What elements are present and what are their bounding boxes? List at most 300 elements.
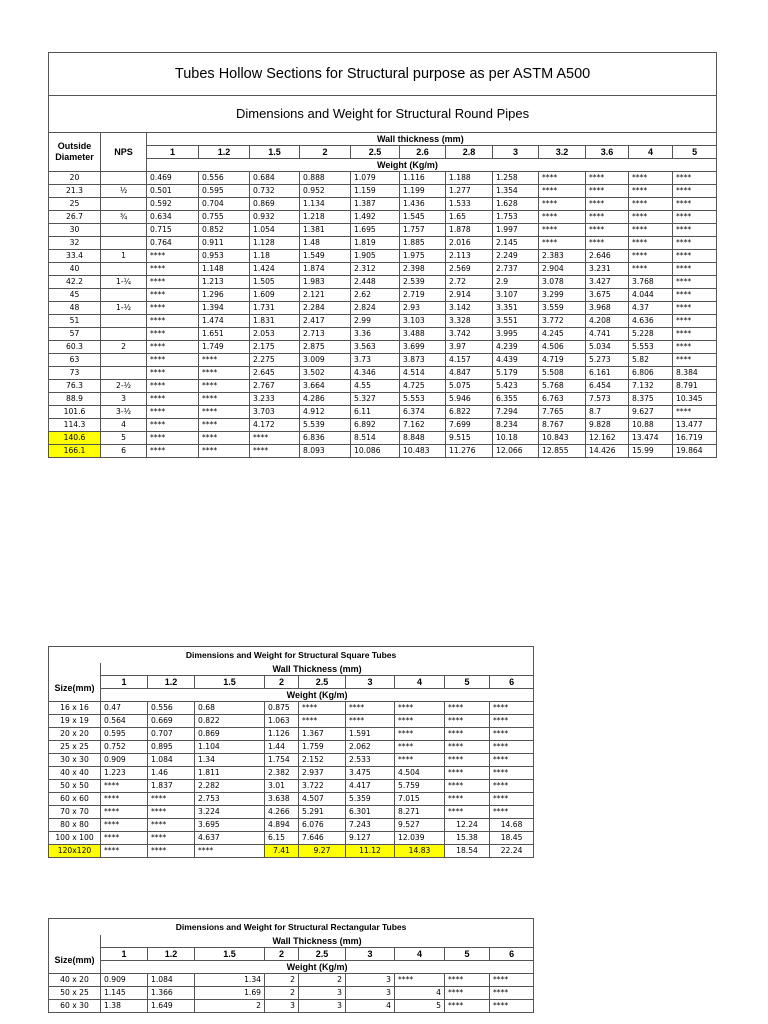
table-row [49, 702, 534, 715]
weight-cell: 5.228 [629, 328, 673, 341]
weight-cell: **** [673, 276, 717, 289]
weight-cell: 2.533 [346, 754, 395, 767]
weight-cell: 5.553 [400, 393, 446, 406]
weight-cell: 4.506 [539, 341, 586, 354]
weight-cell: **** [490, 728, 534, 741]
weight-cell: 3.231 [586, 263, 629, 276]
weight-cell: 1.628 [493, 198, 539, 211]
square-wall-header: Wall Thickness (mm) [101, 663, 534, 676]
weight-cell: 1.609 [250, 289, 300, 302]
weight-cell: 3.664 [300, 380, 351, 393]
weight-cell: 1.387 [351, 198, 400, 211]
outside-diameter-cell: 101.6 [49, 406, 101, 419]
weight-cell: 1.69 [195, 987, 265, 1000]
weight-cell: 6.374 [400, 406, 446, 419]
table-row [49, 974, 534, 987]
weight-cell: 2.713 [300, 328, 351, 341]
weight-cell: 3.351 [493, 302, 539, 315]
weight-cell: 4.55 [351, 380, 400, 393]
weight-cell: 0.852 [199, 224, 250, 237]
weight-cell: 4.37 [629, 302, 673, 315]
weight-cell: 2.767 [250, 380, 300, 393]
weight-cell: 3.873 [400, 354, 446, 367]
table-row [49, 224, 717, 237]
rect-title: Dimensions and Weight for Structural Rectangular Tubes [49, 919, 534, 936]
thickness-header-5: 2.6 [400, 146, 446, 159]
outside-diameter-cell: 25 [49, 198, 101, 211]
weight-cell: **** [195, 845, 265, 858]
weight-cell: **** [445, 974, 490, 987]
weight-cell: **** [147, 367, 199, 380]
weight-cell: 1.474 [199, 315, 250, 328]
weight-cell: **** [539, 198, 586, 211]
outside-diameter-cell: 42.2 [49, 276, 101, 289]
weight-cell: 2.284 [300, 302, 351, 315]
weight-cell: 7.015 [395, 793, 445, 806]
weight-cell: 1.188 [446, 172, 493, 185]
weight-cell: 0.888 [300, 172, 351, 185]
table-row [49, 445, 717, 458]
outside-diameter-cell: 32 [49, 237, 101, 250]
size-cell: 60 x 30 [49, 1000, 101, 1013]
weight-cell: 2.62 [351, 289, 400, 302]
weight-cell: 4.172 [250, 419, 300, 432]
outside-diameter-cell: 57 [49, 328, 101, 341]
weight-cell: 1.997 [493, 224, 539, 237]
weight-cell: 3.224 [195, 806, 265, 819]
weight-cell: 3.73 [351, 354, 400, 367]
weight-cell: 0.707 [148, 728, 195, 741]
table-row [49, 263, 717, 276]
weight-cell: **** [586, 185, 629, 198]
weight-cell: 0.732 [250, 185, 300, 198]
weight-cell: **** [586, 224, 629, 237]
weight-cell: 0.68 [195, 702, 265, 715]
weight-cell: 4 [395, 987, 445, 1000]
weight-cell: 4.847 [446, 367, 493, 380]
weight-cell: 3.427 [586, 276, 629, 289]
weight-cell: 8.767 [539, 419, 586, 432]
weight-cell: 4.439 [493, 354, 539, 367]
weight-cell: 13.477 [673, 419, 717, 432]
weight-cell: 1.549 [300, 250, 351, 263]
thickness-header-2: 1.5 [250, 146, 300, 159]
weight-cell: **** [490, 793, 534, 806]
weight-cell: 3 [265, 1000, 299, 1013]
table-row [49, 198, 717, 211]
weight-cell: 1.46 [148, 767, 195, 780]
weight-cell: 8.514 [351, 432, 400, 445]
weight-cell: 1.116 [400, 172, 446, 185]
table-row [49, 393, 717, 406]
rect-tubes-table [48, 918, 534, 1013]
weight-cell: 4.245 [539, 328, 586, 341]
weight-cell: **** [445, 793, 490, 806]
weight-cell: 1.878 [446, 224, 493, 237]
square-thickness-header-5: 3 [346, 676, 395, 689]
weight-cell: **** [673, 406, 717, 419]
weight-cell: 8.791 [673, 380, 717, 393]
weight-cell: 3.995 [493, 328, 539, 341]
thickness-header-0: 1 [147, 146, 199, 159]
weight-cell: 11.276 [446, 445, 493, 458]
table-row [49, 806, 534, 819]
weight-cell: 9.627 [629, 406, 673, 419]
weight-cell: **** [299, 715, 346, 728]
outside-diameter-cell: 76.3 [49, 380, 101, 393]
outside-diameter-cell: 48 [49, 302, 101, 315]
weight-cell: 5.327 [351, 393, 400, 406]
nps-header: NPS [101, 133, 147, 172]
weight-cell: 9.828 [586, 419, 629, 432]
weight-cell: **** [395, 702, 445, 715]
size-cell: 25 x 25 [49, 741, 101, 754]
rect-thickness-header-1: 1.2 [148, 948, 195, 961]
weight-cell: 3.078 [539, 276, 586, 289]
table-row [49, 185, 717, 198]
weight-cell: 3 [299, 1000, 346, 1013]
weight-cell: 0.932 [250, 211, 300, 224]
outside-diameter-cell: 140.6 [49, 432, 101, 445]
outside-diameter-cell: 166.1 [49, 445, 101, 458]
weight-cell: 18.54 [445, 845, 490, 858]
weight-cell: 2.875 [300, 341, 351, 354]
weight-cell: 10.086 [351, 445, 400, 458]
weight-cell: **** [101, 819, 148, 832]
thickness-header-8: 3.2 [539, 146, 586, 159]
weight-cell: **** [673, 172, 717, 185]
thickness-header-3: 2 [300, 146, 351, 159]
weight-cell: 1.213 [199, 276, 250, 289]
weight-cell: 9.27 [299, 845, 346, 858]
nps-cell: 4 [101, 419, 147, 432]
weight-cell: **** [101, 806, 148, 819]
weight-cell: 6.892 [351, 419, 400, 432]
weight-cell: 9.127 [346, 832, 395, 845]
weight-cell: 4.286 [300, 393, 351, 406]
weight-cell: 1.223 [101, 767, 148, 780]
weight-cell: 6.301 [346, 806, 395, 819]
weight-cell: 4.208 [586, 315, 629, 328]
weight-cell: 2.646 [586, 250, 629, 263]
square-thickness-header-2: 1.5 [195, 676, 265, 689]
weight-cell: 0.595 [199, 185, 250, 198]
rect-thickness-header-5: 3 [346, 948, 395, 961]
weight-cell: **** [490, 987, 534, 1000]
weight-cell: 2 [265, 974, 299, 987]
weight-cell: 1.084 [148, 754, 195, 767]
weight-cell: 14.83 [395, 845, 445, 858]
weight-cell: 7.162 [400, 419, 446, 432]
weight-cell: **** [299, 702, 346, 715]
weight-cell: **** [673, 237, 717, 250]
weight-cell: 3.772 [539, 315, 586, 328]
weight-cell: **** [539, 224, 586, 237]
outside-diameter-cell: 20 [49, 172, 101, 185]
weight-cell: 1.874 [300, 263, 351, 276]
weight-cell: 3.638 [265, 793, 299, 806]
weight-cell: **** [629, 185, 673, 198]
nps-cell: 2 [101, 341, 147, 354]
weight-cell: **** [539, 172, 586, 185]
weight-cell: 0.909 [101, 754, 148, 767]
weight-cell: 0.501 [147, 185, 199, 198]
weight-cell: 6.076 [299, 819, 346, 832]
weight-cell: 0.592 [147, 198, 199, 211]
weight-cell: 2.824 [351, 302, 400, 315]
weight-cell: 1.145 [101, 987, 148, 1000]
weight-cell: 1.492 [351, 211, 400, 224]
weight-cell: 5.82 [629, 354, 673, 367]
weight-cell: 3.107 [493, 289, 539, 302]
weight-cell: 1.367 [299, 728, 346, 741]
size-cell: 30 x 30 [49, 754, 101, 767]
table-row [49, 380, 717, 393]
weight-cell: **** [147, 315, 199, 328]
weight-cell: 1.757 [400, 224, 446, 237]
weight-cell: **** [147, 328, 199, 341]
weight-cell: 1.128 [250, 237, 300, 250]
weight-cell: **** [147, 289, 199, 302]
table-row [49, 289, 717, 302]
square-weight-header: Weight (Kg/m) [101, 689, 534, 702]
square-thickness-header-6: 4 [395, 676, 445, 689]
weight-cell: **** [148, 845, 195, 858]
weight-cell: 3.559 [539, 302, 586, 315]
weight-cell: 14.426 [586, 445, 629, 458]
weight-cell: 4.507 [299, 793, 346, 806]
table-row [49, 832, 534, 845]
weight-cell: 4.514 [400, 367, 446, 380]
weight-cell: 0.911 [199, 237, 250, 250]
weight-cell: **** [629, 237, 673, 250]
weight-cell: 11.12 [346, 845, 395, 858]
weight-cell: 13.474 [629, 432, 673, 445]
size-cell: 40 x 40 [49, 767, 101, 780]
weight-cell: 1.424 [250, 263, 300, 276]
weight-cell: 1.819 [351, 237, 400, 250]
round-subtitle: Dimensions and Weight for Structural Round Pipes [49, 96, 717, 133]
weight-cell: 3.01 [265, 780, 299, 793]
weight-cell: 0.952 [300, 185, 351, 198]
weight-cell: 5 [395, 1000, 445, 1013]
weight-cell: **** [445, 728, 490, 741]
weight-cell: 0.556 [148, 702, 195, 715]
weight-cell: 2.645 [250, 367, 300, 380]
weight-cell: 1.354 [493, 185, 539, 198]
weight-cell: 1.436 [400, 198, 446, 211]
square-blank-cell [49, 663, 101, 676]
weight-cell: 1.134 [300, 198, 351, 211]
round-pipes-table [48, 52, 717, 458]
weight-cell: 22.24 [490, 845, 534, 858]
weight-cell: 12.855 [539, 445, 586, 458]
weight-cell: 1.063 [265, 715, 299, 728]
outside-diameter-cell: 60.3 [49, 341, 101, 354]
weight-cell: 2.719 [400, 289, 446, 302]
weight-cell: 2.737 [493, 263, 539, 276]
weight-cell: 0.595 [101, 728, 148, 741]
weight-cell: **** [346, 715, 395, 728]
table-row [49, 367, 717, 380]
weight-cell: **** [147, 419, 199, 432]
weight-cell: 1.18 [250, 250, 300, 263]
table-row [49, 741, 534, 754]
weight-cell: 0.684 [250, 172, 300, 185]
weight-cell: 6.822 [446, 406, 493, 419]
weight-cell: 1.65 [446, 211, 493, 224]
weight-cell: 2.448 [351, 276, 400, 289]
weight-cell: 1.34 [195, 974, 265, 987]
size-cell: 60 x 60 [49, 793, 101, 806]
weight-cell: **** [629, 211, 673, 224]
weight-cell: **** [147, 354, 199, 367]
weight-cell: 1.983 [300, 276, 351, 289]
nps-cell: ¾ [101, 211, 147, 224]
weight-cell: 2 [195, 1000, 265, 1013]
weight-cell: 3.699 [400, 341, 446, 354]
weight-cell: 3 [299, 987, 346, 1000]
weight-cell: **** [148, 806, 195, 819]
weight-cell: 3 [346, 974, 395, 987]
square-thickness-header-7: 5 [445, 676, 490, 689]
weight-cell: 1.126 [265, 728, 299, 741]
weight-cell: 3.009 [300, 354, 351, 367]
weight-cell: 3.768 [629, 276, 673, 289]
weight-cell: 3.742 [446, 328, 493, 341]
weight-cell: 3.103 [400, 315, 446, 328]
table-row [49, 354, 717, 367]
weight-cell: 2.312 [351, 263, 400, 276]
weight-cell: 9.515 [446, 432, 493, 445]
rect-wall-header: Wall Thickness (mm) [101, 935, 534, 948]
square-tubes-table [48, 646, 534, 858]
table-row [49, 172, 717, 185]
weight-cell: 1.366 [148, 987, 195, 1000]
rect-thickness-header-4: 2.5 [299, 948, 346, 961]
weight-cell: 1.394 [199, 302, 250, 315]
weight-cell: **** [147, 380, 199, 393]
weight-cell: **** [673, 354, 717, 367]
weight-cell: 1.754 [265, 754, 299, 767]
weight-cell: 3.675 [586, 289, 629, 302]
outside-diameter-cell: 33.4 [49, 250, 101, 263]
weight-cell: **** [673, 315, 717, 328]
weight-cell: 10.843 [539, 432, 586, 445]
table-row [49, 419, 717, 432]
weight-cell: 10.483 [400, 445, 446, 458]
size-cell: 70 x 70 [49, 806, 101, 819]
weight-cell: **** [673, 211, 717, 224]
weight-cell: 0.669 [148, 715, 195, 728]
rect-blank-cell [49, 935, 101, 948]
weight-cell: **** [673, 224, 717, 237]
size-cell: 19 x 19 [49, 715, 101, 728]
weight-cell: **** [199, 419, 250, 432]
nps-cell [101, 198, 147, 211]
weight-cell: 7.132 [629, 380, 673, 393]
weight-cell: 2.753 [195, 793, 265, 806]
weight-cell: 19.864 [673, 445, 717, 458]
weight-cell: **** [629, 198, 673, 211]
nps-cell: 1-½ [101, 302, 147, 315]
weight-cell: 4.725 [400, 380, 446, 393]
weight-cell: 9.527 [395, 819, 445, 832]
weight-cell: **** [395, 741, 445, 754]
weight-cell: **** [199, 354, 250, 367]
weight-cell: 4.636 [629, 315, 673, 328]
weight-cell: **** [490, 780, 534, 793]
weight-cell: 1.258 [493, 172, 539, 185]
weight-cell: **** [490, 974, 534, 987]
weight-cell: 8.271 [395, 806, 445, 819]
weight-cell: 2.539 [400, 276, 446, 289]
square-thickness-header-3: 2 [265, 676, 299, 689]
rect-thickness-header-8: 6 [490, 948, 534, 961]
weight-cell: 2.249 [493, 250, 539, 263]
table-row [49, 302, 717, 315]
weight-cell: 4.417 [346, 780, 395, 793]
weight-cell: 6.11 [351, 406, 400, 419]
weight-cell: 12.162 [586, 432, 629, 445]
table-row [49, 250, 717, 263]
weight-cell: **** [629, 263, 673, 276]
weight-cell: 3.233 [250, 393, 300, 406]
table-row [49, 341, 717, 354]
weight-cell: **** [147, 406, 199, 419]
weight-cell: 5.946 [446, 393, 493, 406]
table-row [49, 728, 534, 741]
weight-cell: **** [673, 198, 717, 211]
outside-diameter-cell: 21.3 [49, 185, 101, 198]
weight-cell: **** [673, 289, 717, 302]
weight-cell: 1.199 [400, 185, 446, 198]
outside-diameter-cell: 26.7 [49, 211, 101, 224]
weight-cell: **** [101, 793, 148, 806]
weight-cell: 4.637 [195, 832, 265, 845]
weight-cell: 12.24 [445, 819, 490, 832]
weight-cell: **** [445, 754, 490, 767]
thickness-header-4: 2.5 [351, 146, 400, 159]
weight-cell: 8.384 [673, 367, 717, 380]
weight-cell: 0.869 [250, 198, 300, 211]
weight-cell: 1.975 [400, 250, 446, 263]
weight-cell: 0.752 [101, 741, 148, 754]
weight-cell: 3.328 [446, 315, 493, 328]
rect-thickness-header-0: 1 [101, 948, 148, 961]
weight-cell: 1.104 [195, 741, 265, 754]
weight-cell: **** [199, 380, 250, 393]
rect-thickness-header-7: 5 [445, 948, 490, 961]
weight-cell: **** [586, 211, 629, 224]
weight-cell: 5.075 [446, 380, 493, 393]
weight-cell: **** [673, 250, 717, 263]
weight-cell: 15.38 [445, 832, 490, 845]
size-cell: 40 x 20 [49, 974, 101, 987]
weight-cell: **** [199, 393, 250, 406]
weight-cell: 1.591 [346, 728, 395, 741]
weight-cell: 2.145 [493, 237, 539, 250]
weight-cell: 3.722 [299, 780, 346, 793]
square-thickness-header-4: 2.5 [299, 676, 346, 689]
table-row [49, 328, 717, 341]
weight-cell: 15.99 [629, 445, 673, 458]
rect-size-header: Size(mm) [49, 948, 101, 974]
weight-cell: 5.273 [586, 354, 629, 367]
weight-cell: 1.649 [148, 1000, 195, 1013]
weight-cell: 0.822 [195, 715, 265, 728]
weight-cell: 14.68 [490, 819, 534, 832]
